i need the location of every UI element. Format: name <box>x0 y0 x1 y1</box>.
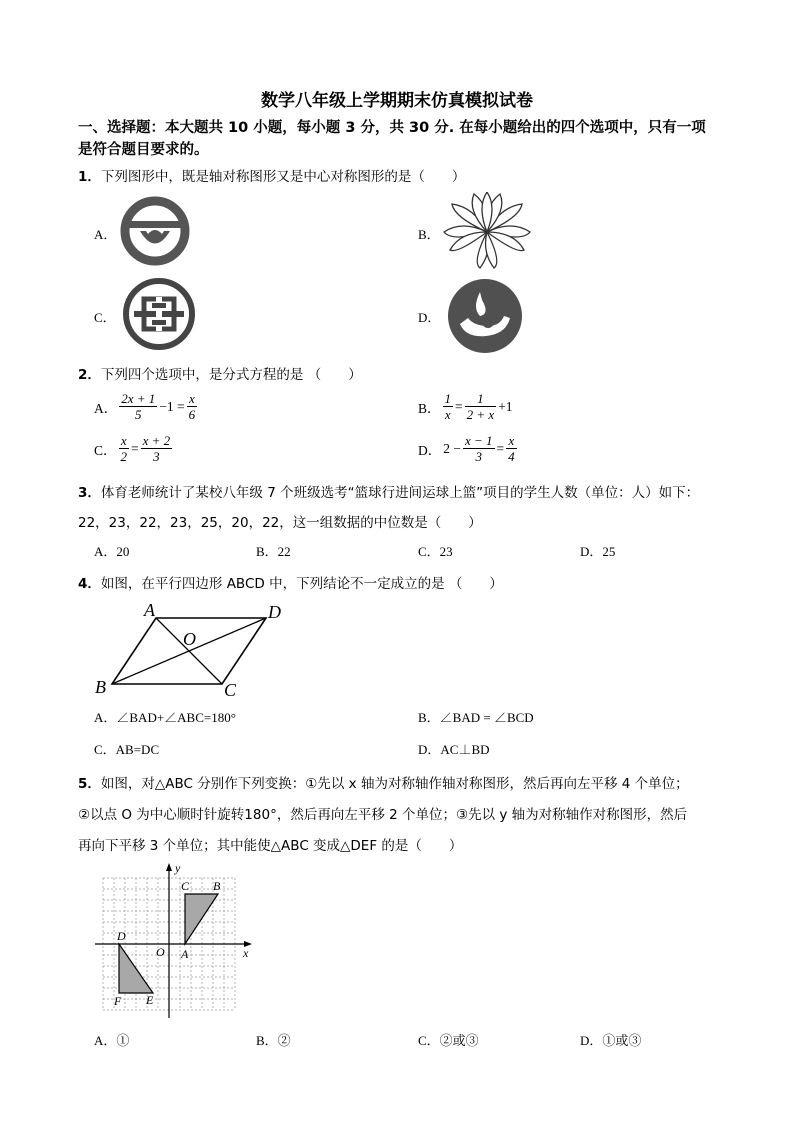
vertex-label-d: D <box>268 602 281 622</box>
denominator: 6 <box>188 407 196 422</box>
point-label-a: A <box>181 947 189 961</box>
option-label: A． <box>94 400 118 416</box>
question-text: 下列图形中，既是轴对称图形又是中心对称图形的是（ ） <box>100 169 466 185</box>
section-heading <box>78 117 758 161</box>
parallelogram-figure <box>92 598 292 702</box>
question-text-line2: 22，23，22，23，25，20，22，这一组数据的中位数是（ ） <box>78 515 482 531</box>
fraction <box>187 391 198 422</box>
q4-option-a: A．∠BAD+∠ABC=180° <box>94 710 236 725</box>
drop-logo-icon <box>446 278 524 358</box>
vertex-label-a: A <box>144 600 155 620</box>
q1-option-b-label: B． <box>418 227 440 242</box>
numerator: x + 2 <box>142 433 171 448</box>
q5-option-d: D．①或③ <box>580 1033 642 1048</box>
q1-option-c-label: C． <box>94 310 116 325</box>
denominator: 3 <box>475 449 483 464</box>
section-heading-line1: 一、选择题：本大题共 10 小题，每小题 3 分，共 30 分. 在每小题给出的四个选项中，只有一项 <box>78 120 706 136</box>
point-label-e: E <box>146 993 154 1007</box>
q4-option-b: B．∠BAD = ∠BCD <box>418 710 534 725</box>
option-label: D． <box>418 442 442 458</box>
question-number: 1． <box>78 169 101 185</box>
operator: +1 <box>498 398 513 414</box>
denominator: 3 <box>153 449 160 464</box>
question-number: 3． <box>78 485 101 501</box>
vertex-label-c: C <box>224 680 237 698</box>
point-label-f: F <box>114 994 122 1008</box>
numerator: x − 1 <box>465 433 493 448</box>
point-label-d: D <box>117 929 126 943</box>
q5-option-a: A．① <box>94 1033 130 1048</box>
question-number: 4． <box>78 576 101 592</box>
question-text: 如图，在平行四边形 ABCD 中，下列结论不一定成立的是 （ ） <box>100 576 503 592</box>
question-text-line2: ②以点 O 为中心顺时针旋转180°，然后再向左平移 2 个单位；③先以 y 轴为对称轴作对称图形，然后 <box>78 807 688 823</box>
numerator: 1 <box>444 391 452 406</box>
operator: 2 − <box>443 440 461 456</box>
operator: = <box>455 398 463 414</box>
axis-label-x: x <box>243 946 249 960</box>
fraction <box>119 433 130 464</box>
point-label-b: B <box>213 879 221 893</box>
denominator: 4 <box>508 449 515 464</box>
numerator: x <box>187 391 198 407</box>
coordinate-grid-figure <box>92 858 257 1024</box>
question-text-line1: 如图，对△ABC 分别作下列变换：①先以 x 轴为对称轴作轴对称图形，然后再向左平移 4 个单位； <box>100 776 689 792</box>
q4-option-d: D．AC⊥BD <box>418 742 490 757</box>
fraction <box>141 433 173 464</box>
q5-option-b: B．② <box>256 1033 291 1048</box>
circle-logo-icon <box>120 196 190 270</box>
fraction <box>463 433 495 464</box>
q1-option-a-label: A． <box>94 227 117 242</box>
icbc-logo-icon <box>122 277 196 355</box>
origin-label: O <box>156 945 165 959</box>
question-text-line1: 体育老师统计了某校八年级 7 个班级选考“篮球行进间运球上篮”项目的学生人数（单位：人）如下： <box>100 485 700 501</box>
vertex-label-b: B <box>95 677 106 697</box>
fraction <box>119 391 157 422</box>
q5-option-c: C．②或③ <box>418 1033 479 1048</box>
question-text: 下列四个选项中，是分式方程的是 （ ） <box>100 367 362 383</box>
numerator: 2x + 1 <box>121 391 156 406</box>
lotus-icon <box>442 192 532 274</box>
q3-option-c: C．23 <box>418 544 453 559</box>
option-label: B． <box>418 400 441 416</box>
denominator: 2 + x <box>466 407 495 422</box>
fraction <box>443 391 454 422</box>
diagonal-bd <box>112 618 266 684</box>
question-4 <box>78 572 503 592</box>
numerator: x <box>119 433 130 449</box>
q3-option-b: B．22 <box>256 544 291 559</box>
q2-option-b <box>418 391 513 422</box>
numerator: 1 <box>465 391 497 407</box>
denominator: 5 <box>135 407 142 422</box>
q3-option-d: D．25 <box>580 544 616 559</box>
question-2 <box>78 363 362 383</box>
question-1 <box>78 165 465 185</box>
center-label-o: O <box>183 629 196 649</box>
question-3 <box>78 478 758 538</box>
q2-option-a <box>94 391 197 422</box>
q1-option-d-label: D． <box>418 310 441 325</box>
q3-option-a: A．20 <box>94 544 130 559</box>
fraction <box>465 391 497 422</box>
question-text-line3: 再向下平移 3 个单位；其中能使△ABC 变成△DEF 的是（ ） <box>78 838 463 854</box>
denominator: x <box>444 407 451 422</box>
question-number: 2． <box>78 367 101 383</box>
question-5 <box>78 769 758 862</box>
point-label-c: C <box>181 879 190 893</box>
operator: = <box>131 440 139 456</box>
numerator: x <box>506 433 517 449</box>
q2-option-d <box>418 433 517 464</box>
q2-option-c <box>94 433 172 464</box>
section-heading-line2: 是符合题目要求的。 <box>78 142 209 158</box>
q4-option-c: C．AB=DC <box>94 742 160 757</box>
denominator: 2 <box>120 449 128 464</box>
axis-label-y: y <box>175 861 181 875</box>
option-label: C． <box>94 442 117 458</box>
fraction <box>506 433 517 464</box>
operator: −1 = <box>159 398 185 414</box>
operator: = <box>496 440 505 456</box>
question-number: 5． <box>78 776 101 792</box>
page-title: 数学八年级上学期期末仿真模拟试卷 <box>261 91 533 111</box>
